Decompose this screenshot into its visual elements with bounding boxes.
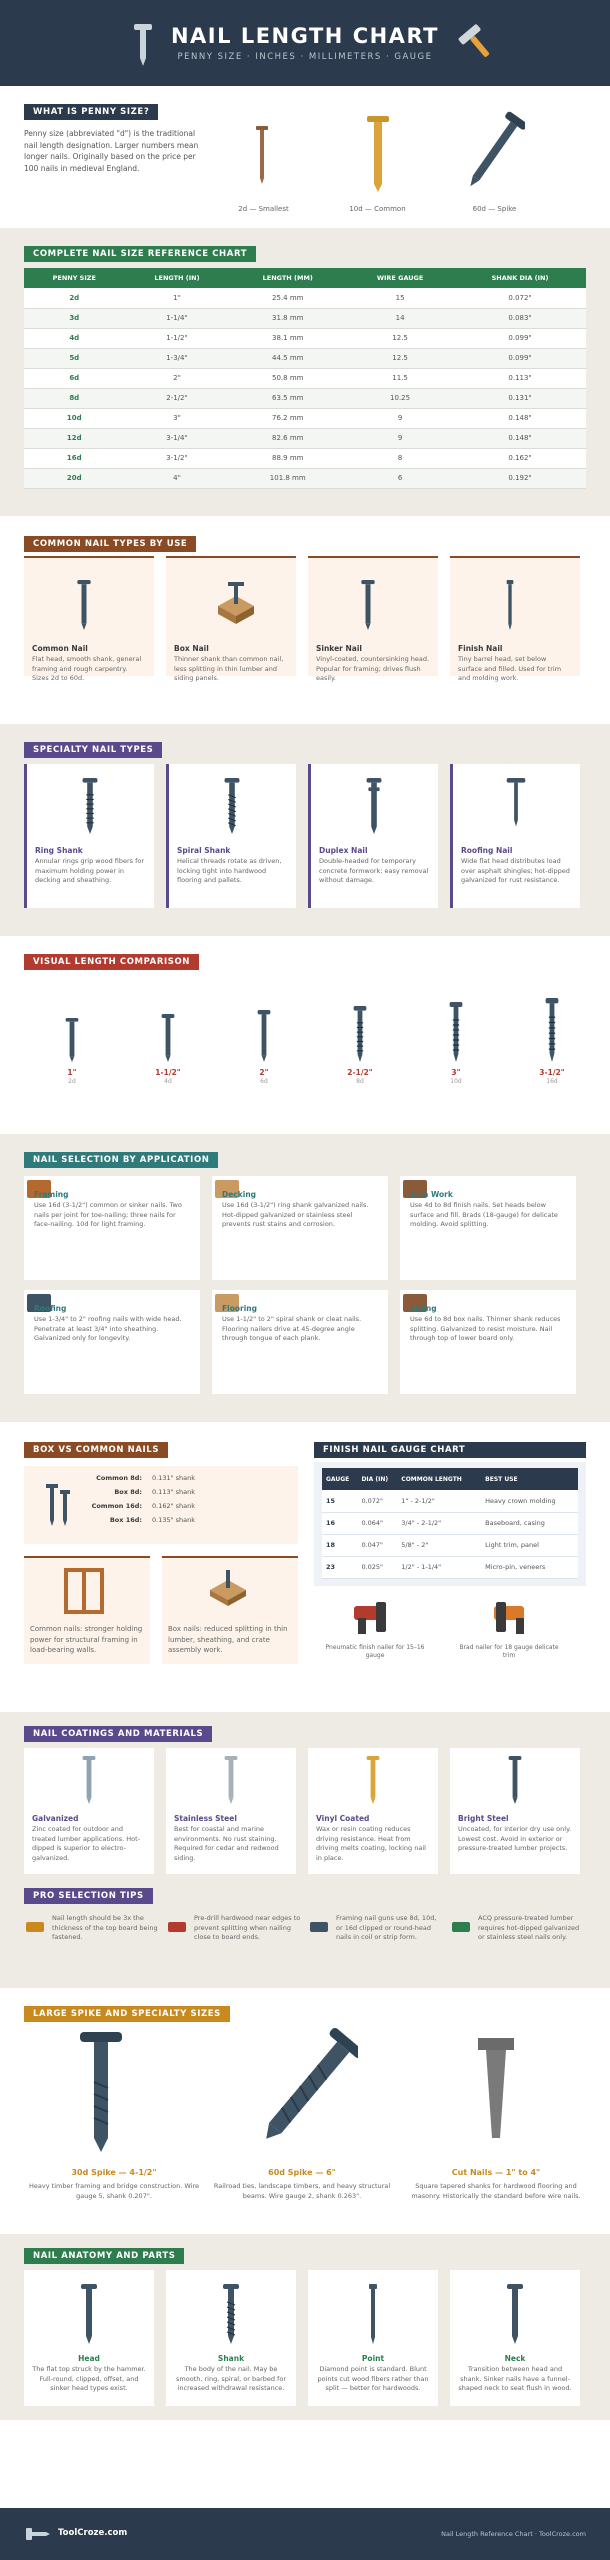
finish-nail-icon [500, 580, 520, 630]
undefined-card [24, 1748, 154, 1874]
table-cell: 15 [395, 293, 405, 302]
table-row [24, 308, 586, 328]
nail-point-icon [362, 2284, 384, 2344]
table-cell: 0.099" [508, 354, 532, 362]
undefined-card [212, 1290, 388, 1394]
table-cell: 8 [397, 454, 403, 462]
spiral-shank-icon [221, 778, 243, 834]
nail-length-2d-icon [64, 1018, 80, 1062]
length-label: 1" [67, 1068, 77, 1077]
lumber-icon [450, 1916, 472, 1938]
label-60d: 60d — Spike [472, 205, 517, 213]
table-cell: 1-3/4" [166, 354, 188, 362]
card-title: Galvanized [32, 1814, 79, 1823]
table-cell: 0.131" [508, 394, 532, 402]
spec-value: 0.131" shank [152, 1474, 196, 1482]
label-10d: 10d — Common [349, 205, 406, 213]
card-title: Vinyl Coated [316, 1814, 370, 1823]
visual-comparison-section [0, 936, 610, 1134]
table-cell: 6 [397, 474, 403, 482]
table-cell: 0.047" [361, 1541, 384, 1549]
frame-wall-icon [64, 1568, 104, 1614]
spike-text: Square tapered shanks for hardwood flooring and masonry. Historically the standard before wire nails. [411, 2182, 581, 2200]
spec-value: 0.113" shank [152, 1488, 196, 1496]
spike-title: 60d Spike — 6" [268, 2168, 336, 2177]
card-text: Uncoated, for interior dry use only. Lowest cost. Avoid in exterior or pressure-treated lumber projects. [458, 1825, 572, 1852]
common-text: Common nails: stronger holding power for structural framing in load-bearing walls. [30, 1625, 143, 1654]
table-cell: 0.113" [508, 374, 532, 382]
column-header: WIRE GAUGE [376, 274, 424, 282]
card-title: Framing [34, 1190, 69, 1199]
table-cell: 12.5 [392, 334, 408, 342]
table-cell: 0.083" [508, 314, 532, 322]
nail-10d-icon [366, 116, 390, 192]
spike-title: Cut Nails — 1" to 4" [451, 2168, 541, 2177]
table-cell: 25.4 mm [272, 293, 304, 302]
ring-shank-icon [79, 778, 101, 834]
penny-description: Penny size (abbreviated "d") is the traditional nail length designation. Larger numbers mean longer nails. Originally based on the price per 100 nails in medieval England. [24, 129, 199, 173]
card-text: The flat top struck by the hammer. Full-round, clipped, offset, and sinker head types exist. [32, 2365, 146, 2392]
penny-size-cell: 16d [66, 454, 82, 462]
spec-label: Common 8d: [96, 1474, 142, 1482]
card-text: Use 1-3/4" to 2" roofing nails with wide head. Penetrate at least 3/4" into sheathing. Galvanized only for longevity. [34, 1315, 182, 1342]
penny-label: 6d [260, 1078, 268, 1085]
table-cell: 101.8 mm [269, 474, 306, 482]
card-text: Vinyl-coated, countersinking head. Popular for framing; drives flush easily. [316, 655, 430, 682]
spec-panel [24, 1466, 298, 1544]
undefined-card [24, 1176, 200, 1280]
nail-60d-icon [465, 108, 525, 194]
table-row [24, 408, 586, 428]
table-cell: 76.2 mm [272, 414, 304, 422]
penny-size-cell: 6d [69, 374, 80, 382]
undefined-card [166, 2270, 296, 2406]
length-label: 2" [259, 1068, 269, 1077]
table-cell: Light trim, panel [485, 1541, 539, 1549]
card-text: Use 6d to 8d box nails. Thinner shank reduces splitting. Galvanized to resist moisture. Nail through top of lower board only. [410, 1315, 561, 1342]
table-cell: 2" [173, 374, 181, 382]
card-text: Thinner shank than common nail, less splitting in thin lumber and siding panels. [174, 655, 284, 682]
table-cell: 2-1/2" [166, 394, 188, 402]
table-cell: 3" [173, 414, 181, 422]
brad-nailer-caption: Brad nailer for 18 gauge delicate trim [459, 1644, 559, 1659]
nail-length-4d-icon [160, 1014, 176, 1062]
table-cell: 10.25 [390, 394, 411, 402]
undefined-card [166, 1748, 296, 1874]
drill-icon [166, 1916, 188, 1938]
table-cell: 14 [395, 314, 405, 322]
table-cell: 50.8 mm [272, 374, 304, 382]
column-header: LENGTH (IN) [154, 274, 200, 282]
table-row [322, 1534, 578, 1556]
tip-text: Pre-drill hardwood near edges to prevent splitting when nailing close to board ends. [194, 1914, 301, 1941]
bright-steel-nail-icon [506, 1756, 524, 1804]
nail-gun-icon [308, 1916, 330, 1938]
undefined-card [450, 556, 580, 682]
penny-size-cell: 20d [66, 474, 82, 482]
section-tag: COMMON NAIL TYPES BY USE [24, 536, 196, 552]
finish-nailer-caption: Pneumatic finish nailer for 15–16 gauge [325, 1644, 425, 1659]
nail-length-10d-icon [448, 1002, 464, 1062]
table-cell: 0.162" [508, 454, 532, 462]
table-cell: 16 [326, 1519, 336, 1527]
column-header: SHANK DIA (IN) [491, 274, 549, 282]
penny-label: 10d [450, 1078, 462, 1085]
tip-text: ACQ pressure-treated lumber requires hot-dipped galvanized or stainless steel nails only. [478, 1914, 580, 1941]
specialty-section [0, 724, 610, 936]
box-card [162, 1556, 298, 1664]
table-cell: 82.6 mm [272, 434, 304, 442]
table-header-row [322, 1468, 578, 1490]
table-cell: Baseboard, casing [485, 1519, 545, 1527]
card-text: Zinc coated for outdoor and treated lumber applications. Hot-dipped is superior to electro-galvanized. [32, 1825, 141, 1862]
spec-row [72, 1488, 272, 1502]
column-header: PENNY SIZE [52, 274, 96, 282]
tip-text: Framing nail guns use 8d, 10d, or 16d clipped or round-head nails in coil or strip form. [336, 1914, 437, 1941]
card-title: Finish Nail [458, 644, 503, 653]
undefined-card [308, 2270, 438, 2406]
section-tag: PRO SELECTION TIPS [24, 1888, 153, 1904]
undefined-card [308, 764, 438, 908]
hammer-icon [456, 22, 496, 62]
nail-icon [26, 2526, 50, 2542]
card-text: Wax or resin coating reduces driving resistance. Heat from driving melts coating, locking nail in place. [316, 1825, 426, 1862]
nail-neck-icon [504, 2284, 526, 2344]
penny-size-cell: 10d [66, 414, 82, 422]
page-title: NAIL LENGTH CHART [170, 24, 439, 48]
penny-label: 4d [164, 1078, 172, 1085]
column-header: BEST USE [485, 1475, 518, 1483]
spec-row [72, 1474, 272, 1488]
spec-label: Common 16d: [91, 1502, 142, 1510]
column-header: DIA (IN) [361, 1475, 389, 1483]
spike-title: 30d Spike — 4-1/2" [71, 2168, 157, 2177]
galvanized-nail-icon [80, 1756, 98, 1804]
table-cell: 5/8" - 2" [401, 1541, 429, 1549]
table-cell: 1-1/4" [166, 314, 188, 322]
spec-row [72, 1516, 272, 1530]
card-text: Use 16d (3-1/2") common or sinker nails. Two nails per joint for toe-nailing; three nails for face-nailing. 10d for light framing. [34, 1201, 182, 1228]
card-text: Use 16d (3-1/2") ring shank galvanized nails. Hot-dipped galvanized or stainless steel prevents rust stains and corrosion. [222, 1201, 369, 1228]
penny-label: 2d [68, 1078, 76, 1085]
vinyl-coated-nail-icon [364, 1756, 382, 1804]
card-title: Head [78, 2354, 100, 2363]
section-tag: LARGE SPIKE AND SPECIALTY SIZES [24, 2006, 230, 2022]
box-text: Box nails: reduced splitting in thin lumber, sheathing, and crate assembly work. [168, 1625, 288, 1654]
section-tag: NAIL ANATOMY AND PARTS [24, 2248, 184, 2264]
nail-length-6d-icon [256, 1010, 272, 1062]
penny-size-cell: 12d [66, 434, 82, 442]
table-cell: 0.192" [508, 474, 532, 482]
spike-text: Heavy timber framing and bridge construction. Wire gauge 5, shank 0.207". [29, 2182, 199, 2200]
cut-nail-icon [474, 2038, 518, 2138]
undefined-card [24, 556, 154, 682]
coatings-section [0, 1712, 610, 1988]
card-title: Duplex Nail [319, 846, 368, 855]
spike-60d-icon [258, 2024, 358, 2154]
common-types-section [0, 516, 610, 724]
table-cell: Micro-pin, veneers [485, 1563, 546, 1571]
label-2d: 2d — Smallest [238, 205, 289, 213]
length-label: 1-1/2" [155, 1068, 181, 1077]
duplex-nail-icon [363, 778, 385, 834]
table-cell: 0.148" [508, 414, 532, 422]
table-cell: 0.099" [508, 334, 532, 342]
section-tag: SPECIALTY NAIL TYPES [24, 742, 162, 758]
penny-size-cell: 3d [69, 314, 80, 322]
table-row [24, 428, 586, 448]
card-title: Bright Steel [458, 1814, 509, 1823]
card-title: Roofing Nail [461, 846, 513, 855]
undefined-card [166, 764, 296, 908]
undefined-card [24, 2270, 154, 2406]
length-label: 3-1/2" [539, 1068, 565, 1077]
penny-size-cell: 2d [69, 293, 80, 302]
finish-nailer-icon [352, 1598, 396, 1638]
column-header: COMMON LENGTH [401, 1475, 462, 1483]
card-text: Transition between head and shank. Sinker nails have a funnel-shaped neck to seat flush in wood. [458, 2365, 572, 2392]
card-text: Use 1-1/2" to 2" spiral shank or cleat nails. Flooring nailers drive at 45-degree angle through tongue of each plank. [222, 1315, 362, 1342]
application-section [0, 1134, 610, 1422]
section-tag: FINISH NAIL GAUGE CHART [314, 1442, 586, 1458]
table-row [24, 468, 586, 488]
card-title: Box Nail [174, 644, 209, 653]
tip-text: Nail length should be 3x the thickness of the top board being fastened. [52, 1914, 158, 1941]
table-header-row [24, 268, 586, 288]
spec-value: 0.135" shank [152, 1516, 196, 1524]
card-text: Use 4d to 8d finish nails. Set heads below surface and fill. Brads (18-gauge) for delicate molding. Avoid splitting. [410, 1201, 558, 1228]
table-cell: 23 [326, 1563, 336, 1571]
undefined-card [24, 1290, 200, 1394]
length-label: 2-1/2" [347, 1068, 373, 1077]
table-cell: 9 [397, 414, 403, 422]
undefined-card [24, 764, 154, 908]
nail-head-icon [78, 2284, 100, 2344]
penny-label: 16d [546, 1078, 558, 1085]
card-title: Flooring [222, 1304, 257, 1313]
table-cell: 1" - 2-1/2" [401, 1496, 435, 1505]
box-vs-common-section [0, 1422, 610, 1712]
card-title: Neck [504, 2354, 526, 2363]
table-cell: 11.5 [392, 374, 408, 382]
sinker-nail-icon [358, 580, 378, 630]
card-text: The body of the nail. May be smooth, ring, spiral, or barbed for increased withdrawal resistance. [176, 2365, 286, 2392]
spike-30d-icon [76, 2032, 126, 2152]
table-cell: 15 [326, 1496, 336, 1505]
table-cell: 0.064" [361, 1519, 384, 1527]
card-text: Double-headed for temporary concrete formwork; easy removal without damage. [319, 857, 429, 884]
page-header [0, 0, 610, 86]
card-text: Helical threads rotate as driven, locking tight into hardwood flooring and pallets. [177, 857, 282, 884]
section-tag: NAIL SELECTION BY APPLICATION [24, 1152, 218, 1168]
brad-nailer-icon [486, 1598, 530, 1638]
table-cell: Heavy crown molding [485, 1496, 556, 1505]
table-cell: 4" [173, 474, 181, 482]
spec-label: Box 8d: [114, 1488, 142, 1496]
nail-length-8d-icon [352, 1006, 368, 1062]
undefined-card [212, 1176, 388, 1280]
table-cell: 0.148" [508, 434, 532, 442]
nail-2d-icon [255, 126, 269, 184]
penny-size-cell: 8d [69, 394, 80, 402]
table-row [322, 1556, 578, 1578]
table-cell: 63.5 mm [272, 394, 304, 402]
card-text: Best for coastal and marine environments. No rust staining. Required for cedar and redwood siding. [174, 1825, 279, 1862]
table-cell: 3/4" - 2-1/2" [401, 1519, 442, 1527]
section-tag: WHAT IS PENNY SIZE? [24, 104, 158, 120]
table-row [24, 368, 586, 388]
table-cell: 3-1/4" [166, 434, 188, 442]
table-cell: 0.072" [361, 1496, 384, 1505]
nail-shank-icon [220, 2284, 242, 2344]
finish-gauge-table [322, 1468, 578, 1579]
card-title: Spiral Shank [177, 846, 231, 855]
nail-icon [132, 22, 154, 66]
nail-length-16d-icon [544, 998, 560, 1062]
page-subtitle: PENNY SIZE · INCHES · MILLIMETERS · GAUGE [177, 52, 433, 62]
section-tag: NAIL COATINGS AND MATERIALS [24, 1726, 212, 1742]
nail-pair-icon [44, 1482, 74, 1526]
table-cell: 38.1 mm [272, 334, 304, 342]
card-text: Flat head, smooth shank, general framing and rough carpentry. Sizes 2d to 60d. [32, 655, 142, 682]
table-cell: 1" [173, 293, 181, 302]
card-title: Common Nail [32, 644, 88, 653]
box-nail-icon [216, 580, 256, 626]
table-cell: 18 [326, 1541, 336, 1549]
penny-section [0, 86, 610, 228]
column-header: GAUGE [326, 1475, 350, 1483]
length-label: 3" [451, 1068, 461, 1077]
undefined-card [400, 1176, 576, 1280]
common-nail-icon [74, 580, 94, 630]
table-cell: 1-1/2" [166, 334, 188, 342]
column-header: LENGTH (MM) [262, 274, 313, 282]
undefined-card [450, 764, 580, 908]
table-row [24, 328, 586, 348]
table-row [24, 448, 586, 468]
ruler-icon [24, 1916, 46, 1938]
spikes-section [0, 1988, 610, 2234]
card-title: Siding [410, 1304, 437, 1313]
table-cell: 12.5 [392, 354, 408, 362]
finish-table-panel [314, 1462, 586, 1586]
table-cell: 1/2" - 1-1/4" [401, 1563, 442, 1571]
card-title: Sinker Nail [316, 644, 362, 653]
card-title: Point [361, 2354, 385, 2363]
stainless-nail-icon [222, 1756, 240, 1804]
reference-table [24, 268, 586, 489]
undefined-card [450, 2270, 580, 2406]
crate-icon [206, 1568, 250, 1608]
card-text: Tiny barrel head, set below surface and filled. Used for trim and molding work. [458, 655, 562, 682]
penny-size-cell: 4d [69, 334, 80, 342]
card-title: Trim Work [410, 1190, 453, 1199]
table-cell: 0.072" [508, 293, 532, 302]
table-row [24, 388, 586, 408]
table-row [24, 348, 586, 368]
page-footer [0, 2508, 610, 2560]
card-title: Stainless Steel [174, 1814, 237, 1823]
reference-chart-section [0, 228, 610, 516]
penny-size-cell: 5d [69, 354, 80, 362]
card-title: Roofing [34, 1304, 67, 1313]
table-row [322, 1512, 578, 1534]
spec-label: Box 16d: [109, 1516, 142, 1524]
table-row [322, 1490, 578, 1512]
table-cell: 0.025" [361, 1563, 384, 1571]
table-cell: 44.5 mm [272, 354, 304, 362]
table-cell: 31.8 mm [272, 314, 304, 322]
card-title: Ring Shank [35, 846, 83, 855]
section-tag: VISUAL LENGTH COMPARISON [24, 954, 199, 970]
spec-row [72, 1502, 272, 1516]
spike-text: Railroad ties, landscape timbers, and heavy structural beams. Wire gauge 2, shank 0.263". [213, 2182, 391, 2200]
anatomy-section [0, 2234, 610, 2420]
common-card [24, 1556, 150, 1664]
undefined-card [166, 556, 296, 682]
table-cell: 9 [397, 434, 403, 442]
section-tag: COMPLETE NAIL SIZE REFERENCE CHART [24, 246, 256, 262]
undefined-card [400, 1290, 576, 1394]
table-cell: 88.9 mm [272, 454, 304, 462]
footer-brand[interactable]: ToolCroze.com [58, 2528, 128, 2538]
penny-label: 8d [356, 1078, 364, 1085]
table-cell: 3-1/2" [166, 454, 188, 462]
roofing-nail-icon [505, 778, 527, 834]
card-text: Annular rings grip wood fibers for maximum holding power in decking and sheathing. [35, 857, 145, 884]
card-text: Wide flat head distributes load over asphalt shingles; hot-dipped galvanized for rust resistance. [461, 857, 570, 884]
footer-note: Nail Length Reference Chart · ToolCroze.com [441, 2530, 586, 2538]
undefined-card [308, 1748, 438, 1874]
spec-value: 0.162" shank [152, 1502, 196, 1510]
card-title: Shank [217, 2354, 245, 2363]
table-row [24, 288, 586, 308]
card-title: Decking [222, 1190, 257, 1199]
section-tag: BOX VS COMMON NAILS [24, 1442, 168, 1458]
undefined-card [450, 1748, 580, 1874]
undefined-card [308, 556, 438, 682]
card-text: Diamond point is standard. Blunt points cut wood fibers rather than split — better for hardwoods. [317, 2365, 429, 2392]
